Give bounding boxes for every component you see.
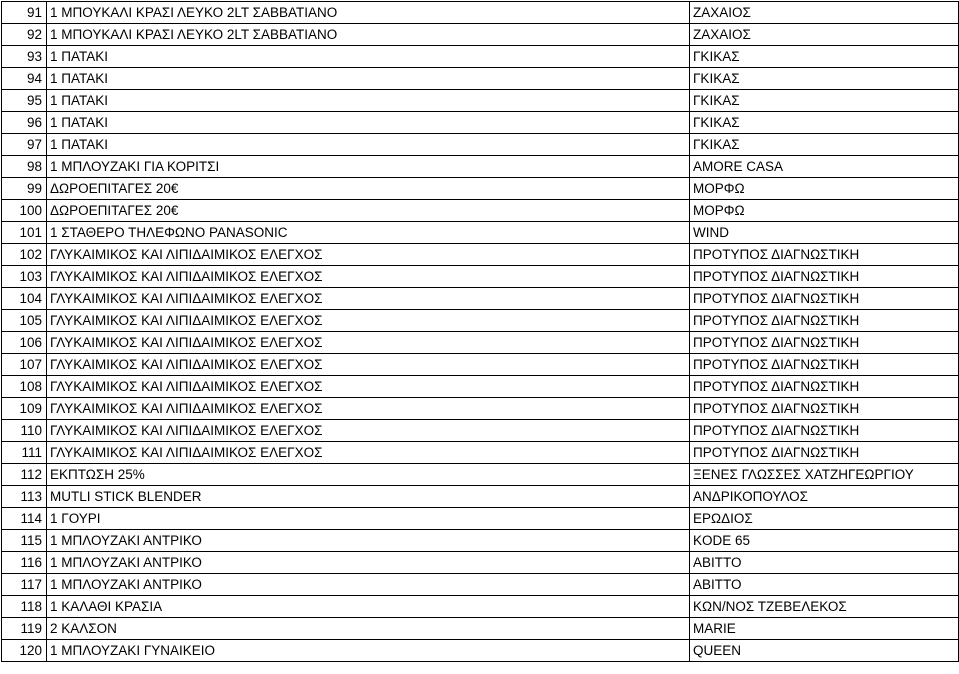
donor-cell: ΠΡΟΤΥΠΟΣ ΔΙΑΓΝΩΣΤΙΚΗ [690,442,959,464]
table-row [2,442,959,464]
table-row [2,354,959,376]
table-row [2,244,959,266]
row-number-cell: 120 [2,640,47,662]
table-row [2,376,959,398]
donor-cell: ΓΚΙΚΑΣ [690,90,959,112]
row-number-cell: 111 [2,442,47,464]
donor-cell: ΜΟΡΦΩ [690,178,959,200]
donor-cell: ΠΡΟΤΥΠΟΣ ΔΙΑΓΝΩΣΤΙΚΗ [690,310,959,332]
item-cell: ΔΩΡΟΕΠΙΤΑΓΕΣ 20€ [47,200,690,222]
item-cell: 1 ΠΑΤΑΚΙ [47,46,690,68]
row-number-cell: 97 [2,134,47,156]
table-row [2,574,959,596]
donor-cell: ΠΡΟΤΥΠΟΣ ΔΙΑΓΝΩΣΤΙΚΗ [690,266,959,288]
item-cell: ΓΛΥΚΑΙΜΙΚΟΣ ΚΑΙ ΛΙΠΙΔΑΙΜΙΚΟΣ ΕΛΕΓΧΟΣ [47,354,690,376]
table-row [2,310,959,332]
item-cell: 1 ΜΠΟΥΚΑΛΙ ΚΡΑΣΙ ΛΕΥΚΟ 2LT ΣΑΒΒΑΤΙΑΝΟ [47,24,690,46]
item-cell: ΓΛΥΚΑΙΜΙΚΟΣ ΚΑΙ ΛΙΠΙΔΑΙΜΙΚΟΣ ΕΛΕΓΧΟΣ [47,332,690,354]
table-row [2,420,959,442]
item-cell: ΓΛΥΚΑΙΜΙΚΟΣ ΚΑΙ ΛΙΠΙΔΑΙΜΙΚΟΣ ΕΛΕΓΧΟΣ [47,244,690,266]
donations-table [1,1,959,662]
donor-cell: ΠΡΟΤΥΠΟΣ ΔΙΑΓΝΩΣΤΙΚΗ [690,398,959,420]
donor-cell: ΜΟΡΦΩ [690,200,959,222]
donor-cell: ΓΚΙΚΑΣ [690,46,959,68]
donor-cell: MARIE [690,618,959,640]
table-body [2,2,959,662]
item-cell: 1 ΜΠΟΥΚΑΛΙ ΚΡΑΣΙ ΛΕΥΚΟ 2LT ΣΑΒΒΑΤΙΑΝΟ [47,2,690,24]
donor-cell: ΞΕΝΕΣ ΓΛΩΣΣΕΣ ΧΑΤΖΗΓΕΩΡΓΙΟΥ [690,464,959,486]
row-number-cell: 102 [2,244,47,266]
item-cell: 1 ΓΟΥΡΙ [47,508,690,530]
row-number-cell: 115 [2,530,47,552]
row-number-cell: 92 [2,24,47,46]
row-number-cell: 114 [2,508,47,530]
row-number-cell: 117 [2,574,47,596]
item-cell: 2 ΚΑΛΣΟΝ [47,618,690,640]
donor-cell: ΑΒΙΤΤΟ [690,552,959,574]
table-row [2,200,959,222]
item-cell: ΓΛΥΚΑΙΜΙΚΟΣ ΚΑΙ ΛΙΠΙΔΑΙΜΙΚΟΣ ΕΛΕΓΧΟΣ [47,442,690,464]
table-row [2,2,959,24]
table-row [2,156,959,178]
item-cell: ΕΚΠΤΩΣΗ 25% [47,464,690,486]
donor-cell: ΑΒΙΤΤΟ [690,574,959,596]
row-number-cell: 112 [2,464,47,486]
table-row [2,398,959,420]
donor-cell: ΖΑΧΑΙΟΣ [690,24,959,46]
donor-cell: QUEEN [690,640,959,662]
item-cell: 1 ΠΑΤΑΚΙ [47,134,690,156]
row-number-cell: 109 [2,398,47,420]
row-number-cell: 107 [2,354,47,376]
row-number-cell: 100 [2,200,47,222]
item-cell: 1 ΜΠΛΟΥΖΑΚΙ ΑΝΤΡΙΚΟ [47,574,690,596]
item-cell: ΓΛΥΚΑΙΜΙΚΟΣ ΚΑΙ ΛΙΠΙΔΑΙΜΙΚΟΣ ΕΛΕΓΧΟΣ [47,310,690,332]
row-number-cell: 106 [2,332,47,354]
donor-cell: ΠΡΟΤΥΠΟΣ ΔΙΑΓΝΩΣΤΙΚΗ [690,288,959,310]
item-cell: MUTLI STICK BLENDER [47,486,690,508]
table-row [2,266,959,288]
item-cell: ΓΛΥΚΑΙΜΙΚΟΣ ΚΑΙ ΛΙΠΙΔΑΙΜΙΚΟΣ ΕΛΕΓΧΟΣ [47,288,690,310]
row-number-cell: 96 [2,112,47,134]
table-row [2,24,959,46]
donor-cell: ΠΡΟΤΥΠΟΣ ΔΙΑΓΝΩΣΤΙΚΗ [690,244,959,266]
row-number-cell: 93 [2,46,47,68]
donor-cell: KODE 65 [690,530,959,552]
donor-cell: ΠΡΟΤΥΠΟΣ ΔΙΑΓΝΩΣΤΙΚΗ [690,376,959,398]
donor-cell: ΓΚΙΚΑΣ [690,134,959,156]
item-cell: ΓΛΥΚΑΙΜΙΚΟΣ ΚΑΙ ΛΙΠΙΔΑΙΜΙΚΟΣ ΕΛΕΓΧΟΣ [47,420,690,442]
table-row [2,222,959,244]
donor-cell: ΠΡΟΤΥΠΟΣ ΔΙΑΓΝΩΣΤΙΚΗ [690,420,959,442]
table-row [2,46,959,68]
row-number-cell: 98 [2,156,47,178]
donor-cell: ΑΝΔΡΙΚΟΠΟΥΛΟΣ [690,486,959,508]
donor-cell: ΠΡΟΤΥΠΟΣ ΔΙΑΓΝΩΣΤΙΚΗ [690,354,959,376]
table-row [2,68,959,90]
donor-cell: ΚΩΝ/ΝΟΣ ΤΖΕΒΕΛΕΚΟΣ [690,596,959,618]
donor-cell: ΕΡΩΔΙΟΣ [690,508,959,530]
donor-cell: ΖΑΧΑΙΟΣ [690,2,959,24]
row-number-cell: 103 [2,266,47,288]
item-cell: 1 ΠΑΤΑΚΙ [47,112,690,134]
donor-cell: WIND [690,222,959,244]
donor-cell: ΓΚΙΚΑΣ [690,112,959,134]
item-cell: 1 ΜΠΛΟΥΖΑΚΙ ΓΥΝΑΙΚΕΙΟ [47,640,690,662]
table-row [2,640,959,662]
table-row [2,134,959,156]
row-number-cell: 110 [2,420,47,442]
row-number-cell: 108 [2,376,47,398]
row-number-cell: 104 [2,288,47,310]
item-cell: 1 ΜΠΛΟΥΖΑΚΙ ΑΝΤΡΙΚΟ [47,552,690,574]
item-cell: ΓΛΥΚΑΙΜΙΚΟΣ ΚΑΙ ΛΙΠΙΔΑΙΜΙΚΟΣ ΕΛΕΓΧΟΣ [47,376,690,398]
row-number-cell: 91 [2,2,47,24]
table-row [2,464,959,486]
row-number-cell: 113 [2,486,47,508]
table-row [2,112,959,134]
table-row [2,530,959,552]
row-number-cell: 116 [2,552,47,574]
row-number-cell: 119 [2,618,47,640]
table-row [2,486,959,508]
table-row [2,596,959,618]
item-cell: 1 ΠΑΤΑΚΙ [47,68,690,90]
table-row [2,90,959,112]
table-row [2,332,959,354]
table-row [2,288,959,310]
row-number-cell: 94 [2,68,47,90]
row-number-cell: 101 [2,222,47,244]
table-row [2,178,959,200]
row-number-cell: 95 [2,90,47,112]
table-row [2,508,959,530]
donor-cell: ΠΡΟΤΥΠΟΣ ΔΙΑΓΝΩΣΤΙΚΗ [690,332,959,354]
item-cell: ΓΛΥΚΑΙΜΙΚΟΣ ΚΑΙ ΛΙΠΙΔΑΙΜΙΚΟΣ ΕΛΕΓΧΟΣ [47,398,690,420]
donor-cell: AMORE CASA [690,156,959,178]
donor-cell: ΓΚΙΚΑΣ [690,68,959,90]
item-cell: 1 ΜΠΛΟΥΖΑΚΙ ΓΙΑ ΚΟΡΙΤΣΙ [47,156,690,178]
table-row [2,618,959,640]
item-cell: ΓΛΥΚΑΙΜΙΚΟΣ ΚΑΙ ΛΙΠΙΔΑΙΜΙΚΟΣ ΕΛΕΓΧΟΣ [47,266,690,288]
item-cell: 1 ΚΑΛΑΘΙ ΚΡΑΣΙΑ [47,596,690,618]
item-cell: 1 ΣΤΑΘΕΡΟ ΤΗΛΕΦΩΝΟ PANASONIC [47,222,690,244]
item-cell: 1 ΠΑΤΑΚΙ [47,90,690,112]
row-number-cell: 118 [2,596,47,618]
row-number-cell: 105 [2,310,47,332]
item-cell: ΔΩΡΟΕΠΙΤΑΓΕΣ 20€ [47,178,690,200]
table-row [2,552,959,574]
row-number-cell: 99 [2,178,47,200]
item-cell: 1 ΜΠΛΟΥΖΑΚΙ ΑΝΤΡΙΚΟ [47,530,690,552]
